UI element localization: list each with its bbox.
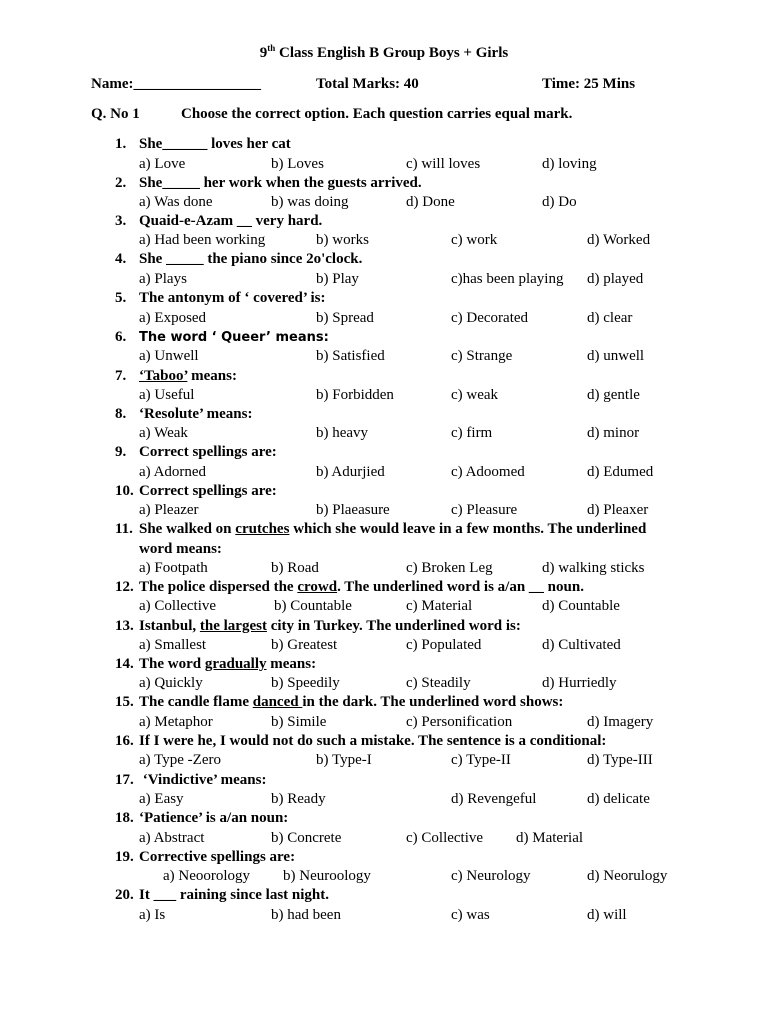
- option-c: c)has been playing: [451, 271, 564, 287]
- option-b: b) Type-I: [316, 752, 372, 768]
- title-prefix: 9: [259, 45, 268, 61]
- question-8: [115, 406, 252, 423]
- question-text: Correct spellings are:: [139, 444, 277, 460]
- option-a: a) Adorned: [139, 464, 207, 480]
- question-number: 7.: [115, 368, 127, 384]
- question-number: 13.: [115, 618, 134, 634]
- question-text-part: city in Turkey. The underlined word is:: [266, 618, 521, 634]
- option-b: b) Neuroology: [283, 868, 371, 884]
- option-b: b) was doing: [271, 194, 349, 210]
- question-blank: _____: [166, 251, 204, 267]
- question-10: [115, 483, 277, 500]
- question-number: 4.: [115, 251, 127, 267]
- question-19: [115, 849, 295, 866]
- option-c: c) Steadily: [406, 675, 471, 691]
- question-text: If I were he, I would not do such a mistake. The sentence is a conditional:: [139, 733, 607, 749]
- option-a: a) Footpath: [139, 560, 208, 576]
- option-d: d) Edumed: [587, 464, 654, 480]
- option-b: b) Road: [271, 560, 319, 576]
- question-12: [115, 579, 584, 596]
- title-superscript: th: [267, 43, 276, 53]
- option-c: c) Populated: [406, 637, 482, 653]
- option-d: d) Worked: [587, 232, 651, 248]
- option-c: c) Type-II: [451, 752, 511, 768]
- question-15: [115, 694, 563, 711]
- question-number: 1.: [115, 136, 127, 152]
- option-c: c) firm: [451, 425, 493, 441]
- option-c: c) Decorated: [451, 310, 529, 326]
- option-d: d) will: [587, 907, 627, 923]
- option-b: b) Ready: [271, 791, 326, 807]
- question-13: [115, 618, 521, 635]
- question-11: [115, 521, 646, 538]
- option-a: a) Pleazer: [139, 502, 199, 518]
- question-number: 12.: [115, 579, 134, 595]
- question-text-part: means:: [187, 368, 237, 384]
- question-text: Correct spellings are:: [139, 483, 277, 499]
- option-a: a) Is: [139, 907, 166, 923]
- question-text-part: means:: [266, 656, 317, 672]
- question-text-part: She walked on: [139, 521, 236, 537]
- option-a: a) Quickly: [139, 675, 203, 691]
- option-c: c) Neurology: [451, 868, 531, 884]
- option-d: d) Cultivated: [542, 637, 621, 653]
- option-d: d) walking sticks: [542, 560, 645, 576]
- section-instruction: Choose the correct option. Each question carries equal mark.: [181, 106, 573, 122]
- question-2: [115, 175, 422, 192]
- option-b: b) Greatest: [271, 637, 338, 653]
- option-a: a) Easy: [139, 791, 184, 807]
- question-number: 8.: [115, 406, 127, 422]
- question-text-part: the piano since 2o'clock.: [203, 251, 363, 267]
- question-text-part: The candle flame: [139, 694, 253, 710]
- question-number: 9.: [115, 444, 127, 460]
- option-b: b) heavy: [316, 425, 369, 441]
- option-d: d) Neorulogy: [587, 868, 668, 884]
- underlined-word: danced: [252, 694, 303, 710]
- option-a: a) Love: [139, 156, 186, 172]
- question-number: 6.: [115, 329, 127, 345]
- option-c: d) Revengeful: [451, 791, 537, 807]
- question-number: 14.: [115, 656, 134, 672]
- option-d: d) gentle: [587, 387, 640, 403]
- question-text: She_____ her work when the guests arrived.: [139, 175, 422, 191]
- question-number: 2.: [115, 175, 127, 191]
- option-a: a) Type -Zero: [139, 752, 221, 768]
- page-title: [0, 45, 768, 62]
- option-a: a) Metaphor: [139, 714, 213, 730]
- option-d: d) delicate: [587, 791, 650, 807]
- underlined-word: the largest: [199, 618, 267, 634]
- option-c: c) Adoomed: [451, 464, 525, 480]
- question-6: [115, 329, 329, 346]
- option-c: c) will loves: [406, 156, 481, 172]
- underlined-word: crowd: [297, 579, 338, 595]
- question-number: 17.: [115, 772, 134, 788]
- option-d: d) Do: [542, 194, 577, 210]
- question-text-part: Istanbul,: [139, 618, 200, 634]
- underlined-word: crutches: [235, 521, 290, 537]
- option-d: d) Type-III: [587, 752, 653, 768]
- option-a: a) Abstract: [139, 830, 205, 846]
- question-text-part: in the dark. The underlined word shows:: [302, 694, 564, 710]
- question-text-part: The police dispersed the: [139, 579, 298, 595]
- option-b: b) Plaeasure: [316, 502, 390, 518]
- question-text-continued: word means:: [139, 541, 222, 557]
- option-c: c) weak: [451, 387, 499, 403]
- option-b: b) Simile: [271, 714, 327, 730]
- option-c: c) Pleasure: [451, 502, 518, 518]
- question-16: [115, 733, 606, 750]
- option-a: a) Had been working: [139, 232, 266, 248]
- question-text: It ___ raining since last night.: [139, 887, 330, 903]
- option-c: c) Material: [406, 598, 473, 614]
- option-d: d) unwell: [587, 348, 645, 364]
- question-14: [115, 656, 316, 673]
- underlined-word: gradually: [204, 656, 267, 672]
- question-number: 20.: [115, 887, 134, 903]
- option-b: b) Spread: [316, 310, 374, 326]
- question-text: Quaid-e-Azam __ very hard.: [139, 213, 323, 229]
- option-c: c) Collective: [406, 830, 484, 846]
- question-4: [115, 251, 362, 268]
- question-text: The word ‘ Queer’ means:: [139, 330, 329, 345]
- option-a: a) Exposed: [139, 310, 207, 326]
- question-text: The antonym of ‘ covered’ is:: [139, 290, 326, 306]
- question-number: 15.: [115, 694, 134, 710]
- option-a: a) Smallest: [139, 637, 207, 653]
- question-number: 18.: [115, 810, 134, 826]
- option-d: d) loving: [542, 156, 597, 172]
- question-1: [115, 136, 291, 153]
- question-number: 10.: [115, 483, 134, 499]
- question-number: 3.: [115, 213, 127, 229]
- option-d: d) clear: [587, 310, 633, 326]
- question-number: 19.: [115, 849, 134, 865]
- question-number: 5.: [115, 290, 127, 306]
- option-b: b) Countable: [274, 598, 352, 614]
- time-limit: Time: 25 Mins: [542, 76, 636, 92]
- option-d: d) Material: [516, 830, 584, 846]
- option-a: a) Was done: [139, 194, 213, 210]
- option-a: a) Weak: [139, 425, 188, 441]
- question-text: She______ loves her cat: [139, 136, 291, 152]
- option-c: c) work: [451, 232, 498, 248]
- option-c: c) Broken Leg: [406, 560, 493, 576]
- title-text: Class English B Group Boys + Girls: [275, 45, 509, 61]
- option-b: b) Concrete: [271, 830, 342, 846]
- section-label: Q. No 1: [91, 106, 140, 122]
- option-b: b) Loves: [271, 156, 324, 172]
- option-b: b) Forbidden: [316, 387, 394, 403]
- option-d: d) Countable: [542, 598, 620, 614]
- option-a: a) Plays: [139, 271, 187, 287]
- question-text: ‘Patience’ is a/an noun:: [139, 810, 289, 826]
- option-c: c) Personification: [406, 714, 513, 730]
- question-5: [115, 290, 326, 307]
- option-b: b) Adurjied: [316, 464, 385, 480]
- option-b: b) Play: [316, 271, 359, 287]
- option-a: a) Neoorology: [163, 868, 251, 884]
- option-b: b) Speedily: [271, 675, 340, 691]
- question-text-part: She: [139, 251, 167, 267]
- name-field: Name:_________________: [91, 76, 261, 92]
- option-d: d) Imagery: [587, 714, 654, 730]
- question-number: 16.: [115, 733, 134, 749]
- question-text-part: The word: [139, 656, 205, 672]
- total-marks: Total Marks: 40: [316, 76, 419, 92]
- question-9: [115, 444, 277, 461]
- option-c: d) Done: [406, 194, 455, 210]
- question-text: Corrective spellings are:: [139, 849, 296, 865]
- question-text-part: which she would leave in a few months. The underlined: [289, 521, 647, 537]
- option-d: d) minor: [587, 425, 640, 441]
- option-a: a) Collective: [139, 598, 217, 614]
- option-b: b) had been: [271, 907, 341, 923]
- option-b: b) Satisfied: [316, 348, 385, 364]
- option-b: b) works: [316, 232, 369, 248]
- option-a: a) Useful: [139, 387, 195, 403]
- question-7: [115, 368, 237, 385]
- question-3: [115, 213, 322, 230]
- option-a: a) Unwell: [139, 348, 199, 364]
- question-18: [115, 810, 288, 827]
- question-text: ‘Vindictive’ means:: [139, 772, 267, 788]
- option-d: d) played: [587, 271, 644, 287]
- option-c: c) was: [451, 907, 490, 923]
- question-17: [115, 772, 266, 789]
- question-20: [115, 887, 329, 904]
- option-c: c) Strange: [451, 348, 513, 364]
- question-text: ‘Resolute’ means:: [139, 406, 253, 422]
- underlined-word: ‘Taboo’: [139, 368, 188, 384]
- question-number: 11.: [115, 521, 133, 537]
- option-d: d) Hurriedly: [542, 675, 617, 691]
- option-d: d) Pleaxer: [587, 502, 649, 518]
- question-text-part: . The underlined word is a/an __ noun.: [337, 579, 584, 595]
